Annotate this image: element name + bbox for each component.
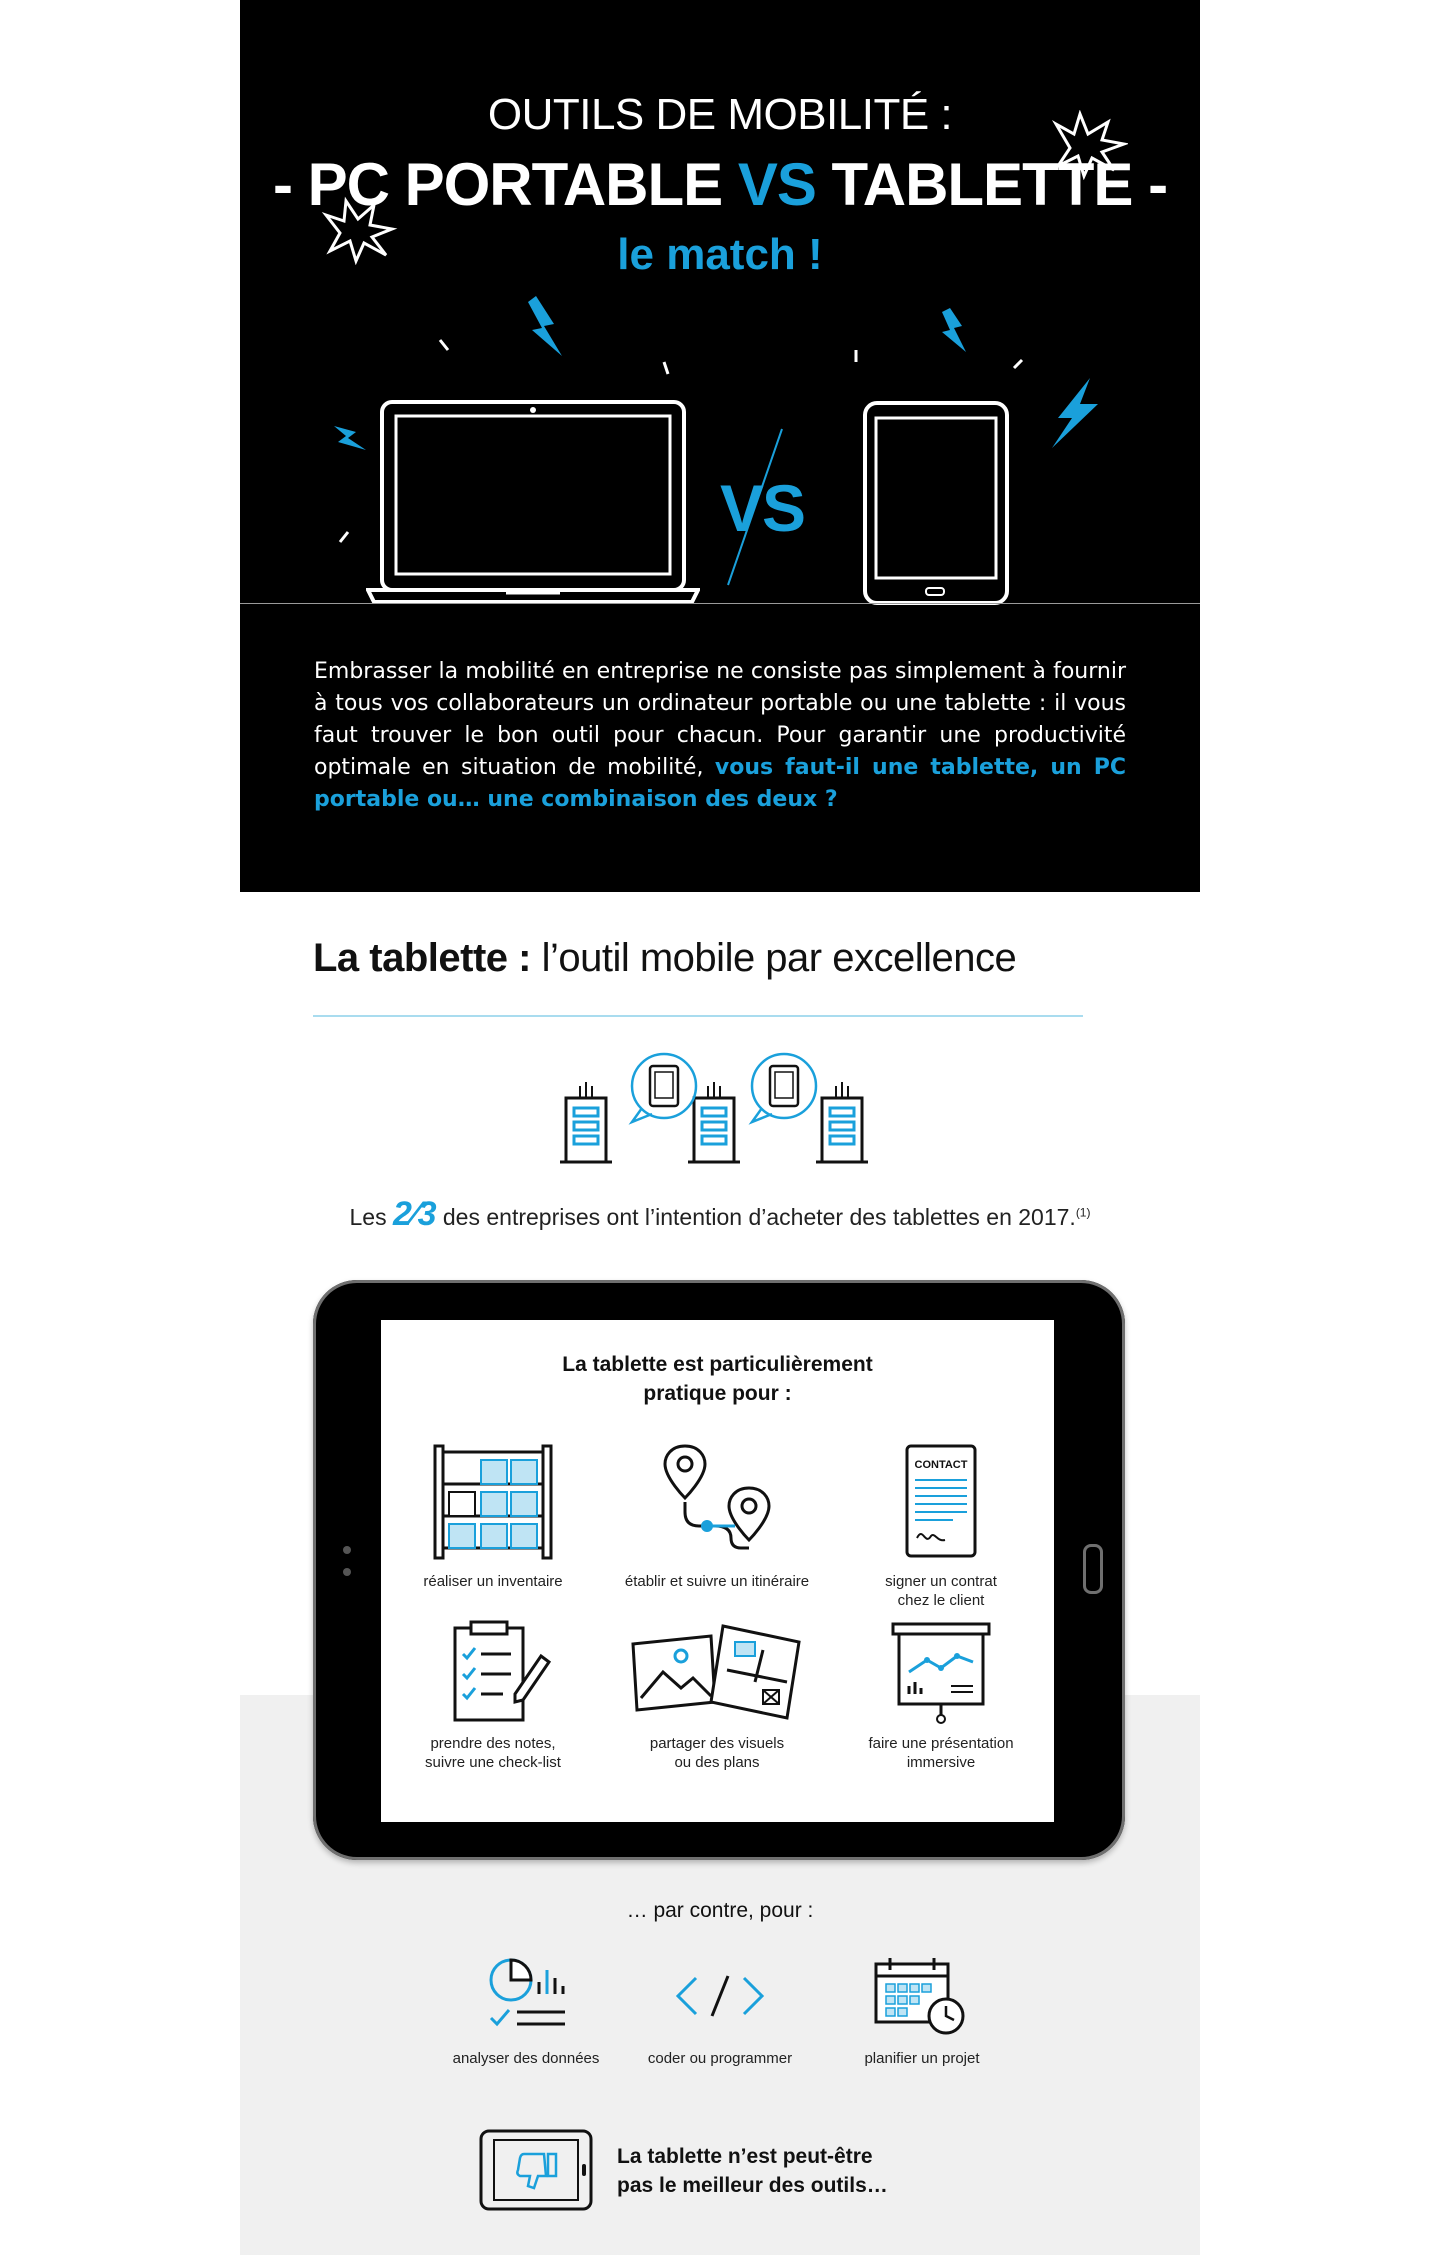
section-title-rest: l’outil mobile par excellence bbox=[530, 936, 1017, 980]
section-divider bbox=[313, 1015, 1083, 1017]
floor-line bbox=[240, 603, 1200, 604]
tablet-screen bbox=[381, 1320, 1054, 1822]
feature-itinerary bbox=[605, 1442, 829, 1591]
stat-line bbox=[0, 1195, 1440, 1234]
checklist-icon bbox=[431, 1620, 555, 1724]
thumbs-down-tablet-icon bbox=[478, 2128, 594, 2212]
feature-presentation bbox=[829, 1620, 1053, 1772]
intro-highlight: vous faut-il une tablette, un PC portable ou… une combinaison des deux ? bbox=[314, 755, 1127, 812]
contre-label: coder ou programmer bbox=[647, 2050, 793, 2067]
laptop-icon bbox=[366, 400, 700, 606]
stat-suffix: des entreprises ont l’intention d’acheter des tablettes en 2017. bbox=[436, 1204, 1076, 1230]
data-analysis-icon bbox=[481, 1956, 571, 2036]
screen-title: La tablette est particulièrement pratique pour : bbox=[562, 1353, 873, 1405]
hero-title-right: TABLETTE - bbox=[815, 151, 1168, 218]
route-icon bbox=[655, 1442, 779, 1562]
feature-label: signer un contrat chez le client bbox=[885, 1573, 997, 1609]
hero-subtitle: le match ! bbox=[617, 230, 823, 279]
tablet-device bbox=[313, 1280, 1125, 1860]
building-icon bbox=[560, 1082, 612, 1162]
tablet-outline-icon bbox=[862, 400, 1012, 606]
visuals-icon bbox=[627, 1620, 807, 1724]
speech-tablet-icon bbox=[632, 1054, 696, 1122]
stat-fraction: 2⁄3 bbox=[393, 1195, 437, 1233]
section-title-bold: La tablette : bbox=[313, 936, 531, 980]
feature-label: faire une présentation immersive bbox=[868, 1735, 1014, 1771]
contract-heading: CONTACT bbox=[914, 1459, 968, 1471]
contre-label: analyser des données bbox=[452, 2050, 600, 2067]
contre-item-data bbox=[426, 1956, 626, 2067]
contre-item-code bbox=[620, 1956, 820, 2067]
home-button bbox=[1083, 1544, 1103, 1594]
feature-label: partager des visuels ou des plans bbox=[649, 1735, 785, 1771]
vs-badge-text: VS bbox=[720, 471, 805, 545]
shelves-icon bbox=[431, 1442, 555, 1562]
contre-heading: … par contre, pour : bbox=[626, 1899, 814, 1922]
section-title bbox=[313, 936, 1016, 981]
feature-checklist bbox=[381, 1620, 605, 1772]
building-icon bbox=[816, 1082, 868, 1162]
feature-contract bbox=[829, 1442, 1053, 1610]
intro-text: Embrasser la mobilité en entreprise ne consiste pas simplement à fournir à tous vos collaborateurs un ordinateur portable ou une tablette : il vous faut trouver le bon outil pour chacun. Pour garantir une productivité optimale en situation de mobilité, bbox=[314, 659, 1126, 780]
sensor-dot bbox=[343, 1568, 351, 1576]
speech-tablet-icon bbox=[752, 1054, 816, 1122]
feature-visuals bbox=[605, 1620, 829, 1772]
buildings-tablets-icon bbox=[560, 1050, 890, 1170]
presentation-icon bbox=[879, 1620, 1003, 1724]
hero-title-left: - PC PORTABLE bbox=[272, 151, 738, 218]
hero-intro bbox=[314, 656, 1126, 816]
feature-label: réaliser un inventaire bbox=[423, 1573, 563, 1590]
hero-banner bbox=[240, 0, 1200, 892]
calendar-icon bbox=[872, 1956, 972, 2036]
stat-footnote: (1) bbox=[1075, 1205, 1091, 1220]
camera-dot bbox=[343, 1546, 351, 1554]
hero-kicker: OUTILS DE MOBILITÉ : bbox=[487, 90, 953, 139]
hero-title-vs: VS bbox=[737, 151, 816, 218]
contre-label: planifier un projet bbox=[864, 2050, 980, 2067]
contract-icon bbox=[879, 1442, 1003, 1562]
conclusion-text: La tablette n’est peut-être pas le meilleur des outils… bbox=[617, 2145, 888, 2197]
contre-item-calendar bbox=[822, 1956, 1022, 2067]
feature-label: prendre des notes, suivre une check-list bbox=[425, 1735, 561, 1771]
feature-label: établir et suivre un itinéraire bbox=[624, 1573, 810, 1590]
code-icon bbox=[672, 1956, 768, 2036]
stat-prefix: Les bbox=[349, 1204, 393, 1230]
feature-inventory bbox=[381, 1442, 605, 1591]
